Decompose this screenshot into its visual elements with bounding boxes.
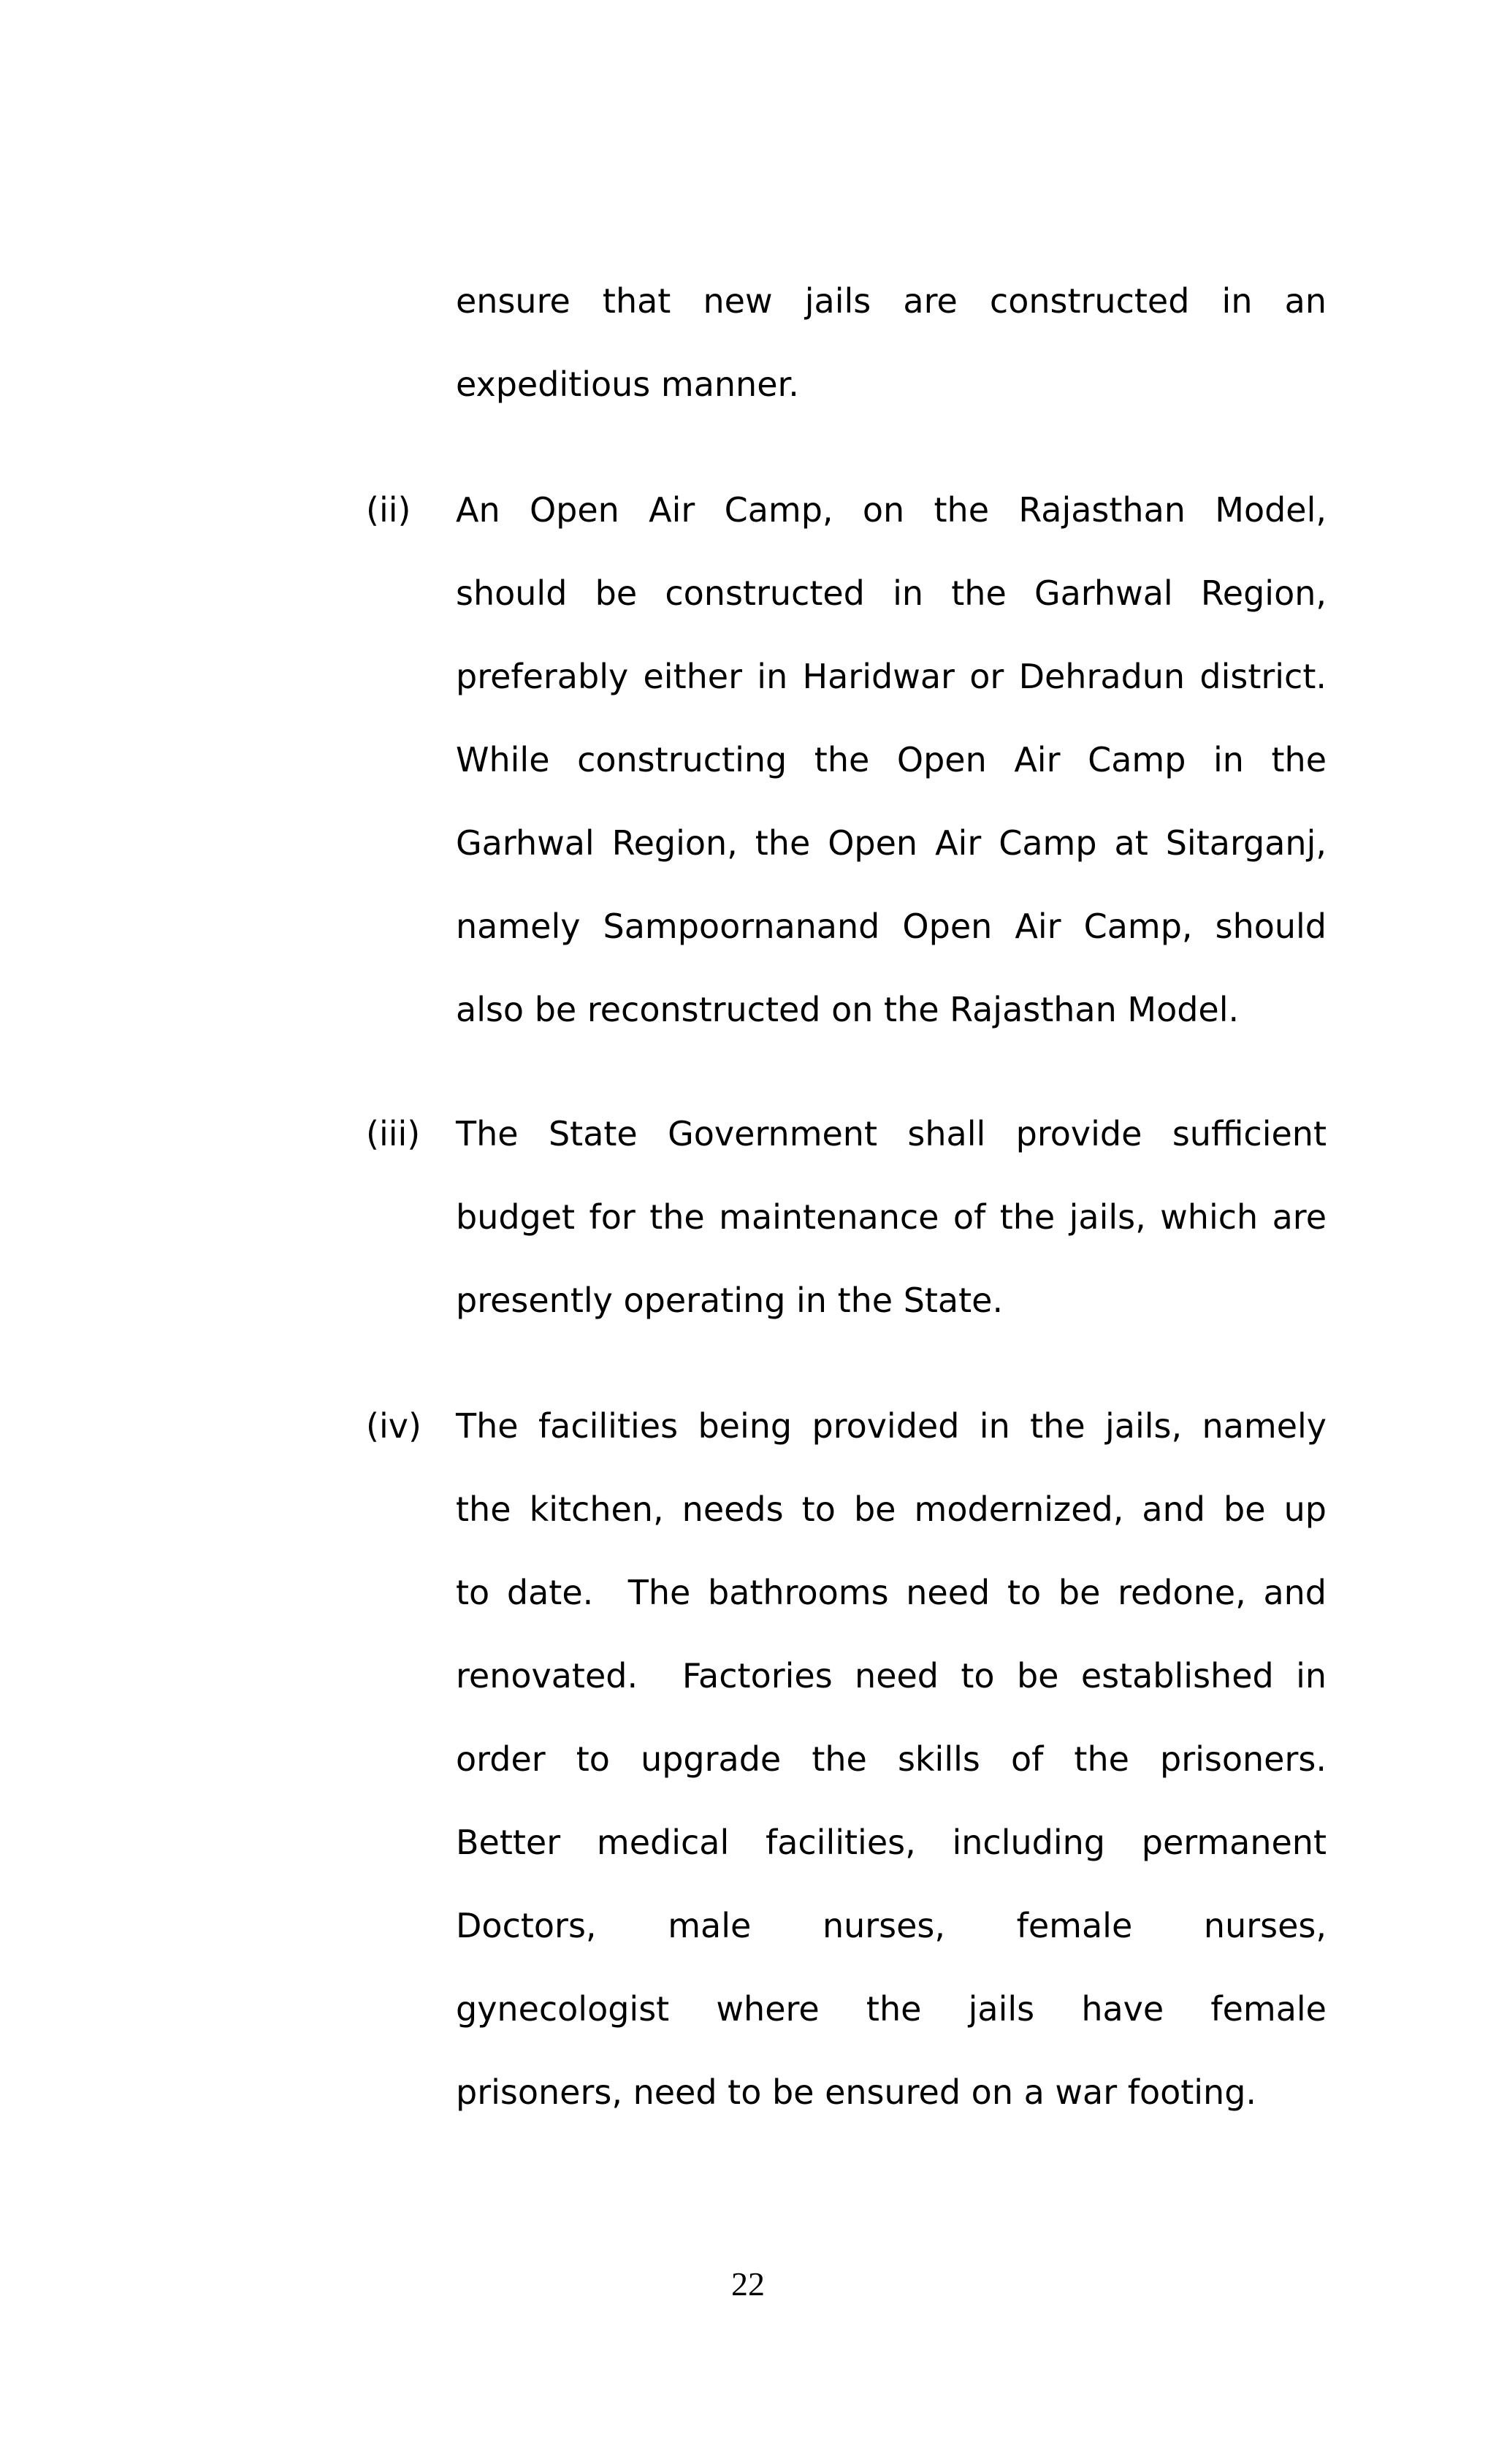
paragraph-line: to date. The bathrooms need to be redone, and <box>456 1573 1327 1612</box>
paragraph-line: order to upgrade the skills of the prisoners. <box>456 1739 1327 1779</box>
paragraph-line: While constructing the Open Air Camp in the <box>456 740 1327 779</box>
list-marker: (iv) <box>366 1406 421 1446</box>
paragraph-line: prisoners, need to be ensured on a war footing. <box>456 2072 1257 2112</box>
paragraph-line: namely Sampoornanand Open Air Camp, should <box>456 907 1327 946</box>
paragraph-line: presently operating in the State. <box>456 1281 1004 1320</box>
paragraph-line: also be reconstructed on the Rajasthan Model. <box>456 990 1240 1029</box>
paragraph-line: the kitchen, needs to be modernized, and be up <box>456 1490 1327 1529</box>
paragraph-line: Doctors, male nurses, female nurses, <box>456 1906 1327 1945</box>
paragraph-line: The facilities being provided in the jails, namely <box>456 1406 1327 1446</box>
paragraph-line: renovated. Factories need to be established in <box>456 1656 1327 1696</box>
paragraph-line: Better medical facilities, including permanent <box>456 1823 1327 1862</box>
paragraph-line: preferably either in Haridwar or Dehradun district. <box>456 657 1327 696</box>
paragraph-line: gynecologist where the jails have female <box>456 1989 1327 2029</box>
paragraph-line: The State Government shall provide sufficient <box>456 1114 1327 1153</box>
paragraph-line: budget for the maintenance of the jails, which are <box>456 1197 1327 1237</box>
page-number: 22 <box>731 2265 765 2303</box>
paragraph-line: expeditious manner. <box>456 365 799 404</box>
paragraph-line: An Open Air Camp, on the Rajasthan Model, <box>456 490 1327 530</box>
paragraph-line: ensure that new jails are constructed in an <box>456 281 1327 321</box>
paragraph-line: should be constructed in the Garhwal Region, <box>456 573 1327 613</box>
paragraph-line: Garhwal Region, the Open Air Camp at Sitarganj, <box>456 823 1327 863</box>
list-marker: (ii) <box>366 490 411 530</box>
list-marker: (iii) <box>366 1114 421 1153</box>
